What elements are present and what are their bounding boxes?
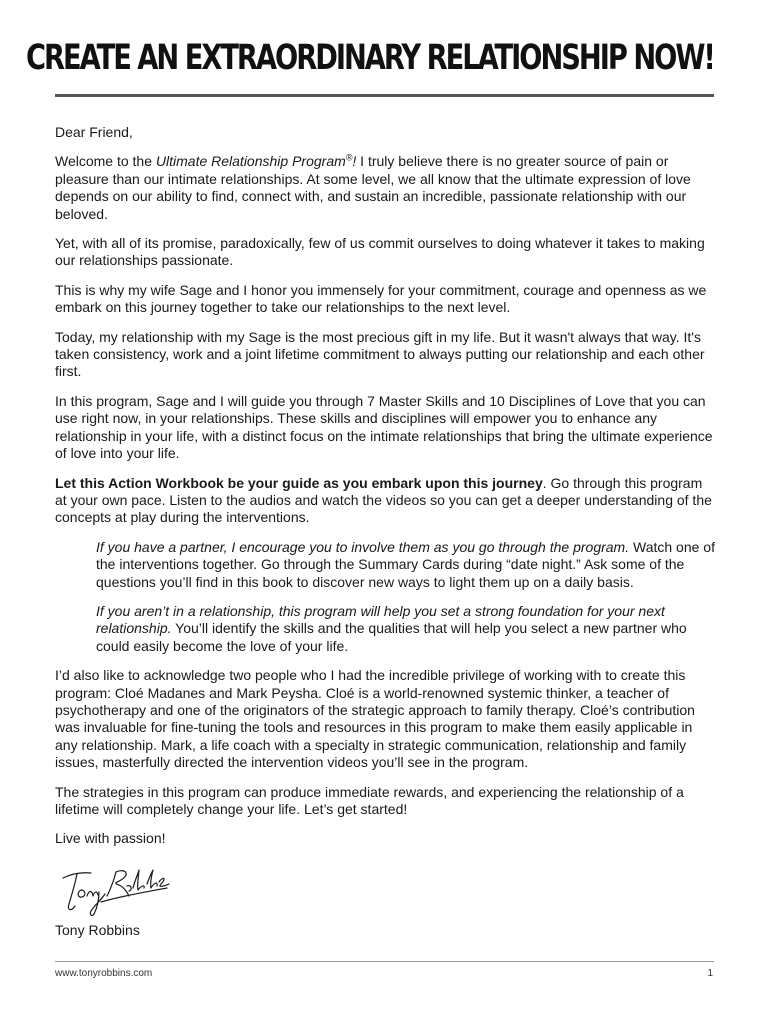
signer-name: Tony Robbins [55,922,140,938]
paragraph-workbook [55,475,715,527]
paragraph-honor: This is why my wife Sage and I honor you immensely for your commitment, courage and openness as we embark on this journey together to take our relationships to the next level. [55,281,707,316]
partner-text: Watch one of the interventions together. Go through the Summary Cards during “date night.” Ask some of the questions you’ll find in this book to discover new ways to light them up on a daily basis. [96,538,715,590]
page-number: 1 [707,968,713,979]
closing: Live with passion! [55,830,166,847]
paragraph-welcome [55,153,715,223]
workbook-text: . Go through this program at your own pace. Listen to the audios and watch the videos so you can get a deeper understanding of the concepts at play during the interventions. [55,474,712,526]
workbook-emphasis: Let this Action Workbook be your guide as you embark upon this journey [55,474,543,491]
welcome-text: Welcome to the [55,153,156,170]
registered-mark: ® [345,152,353,163]
partner-emphasis: If you have a partner, I encourage you to involve them as you go through the program. [96,538,630,555]
page-title: CREATE AN EXTRAORDINARY RELATIONSHIP NOW! [26,38,714,78]
signature-image [61,866,171,918]
footer-url-link[interactable]: www.tonyrobbins.com [55,968,153,979]
program-name [156,153,356,169]
paragraph-strategies: The strategies in this program can produce immediate rewards, and experiencing the relationship of a lifetime will completely change your life. Let’s get started! [55,783,684,817]
letter-body [55,124,715,860]
program-name-text: Ultimate Relationship Program [155,153,346,170]
paragraph-acknowledgement: I’d also like to acknowledge two people who I had the incredible privilege of working with to create this program: Cloé Madanes and Mark Peysha. Cloé is a world-renowned systemic thinker, a teacher of psychotherapy and one of the originators of the strategic approach to family therapy. Cloé’s contribution was invaluable for fine-tuning the tools and resources in this program to make them easily applicable in any relationship. Mark, a life coach with a specialty in strategic communication, relationship and family issues, masterfully directed the intervention videos you’ll see in the program. [55,667,695,771]
program-exclamation: ! [352,153,357,170]
paragraph-today: Today, my relationship with my Sage is the most precious gift in my life. But it wasn't always that way. It's taken consistency, work and a joint lifetime commitment to always putting our relationship and each other first. [55,328,705,380]
welcome-text-rest: I truly believe there is no greater source of pain or pleasure than our intimate relationships. At some level, we all know that the ultimate expression of love depends on our ability to find, connect with, and sustain an incredible, passionate relationship with our beloved. [55,153,691,222]
paragraph-program: In this program, Sage and I will guide you through 7 Master Skills and 10 Disciplines of Love that you can use right now, in your relationships. These skills and disciplines will empower you to enhance any relationship in your life, with a distinct focus on the intimate relationships that bring the ultimate experience of love into your life. [55,392,713,462]
paragraph-single [96,603,715,655]
single-emphasis: If you aren’t in a relationship, this program will help you set a strong foundation for your next relationship. [96,602,665,637]
paragraph-partner [96,539,715,591]
footer-divider [55,961,714,962]
salutation: Dear Friend, [55,124,133,140]
title-divider [55,94,714,97]
single-text: You’ll identify the skills and the qualities that will help you select a new partner who could easily become the love of your life. [96,620,687,654]
paragraph-promise: Yet, with all of its promise, paradoxically, few of us commit ourselves to doing whatever it takes to making our relationships passionate. [55,235,705,269]
